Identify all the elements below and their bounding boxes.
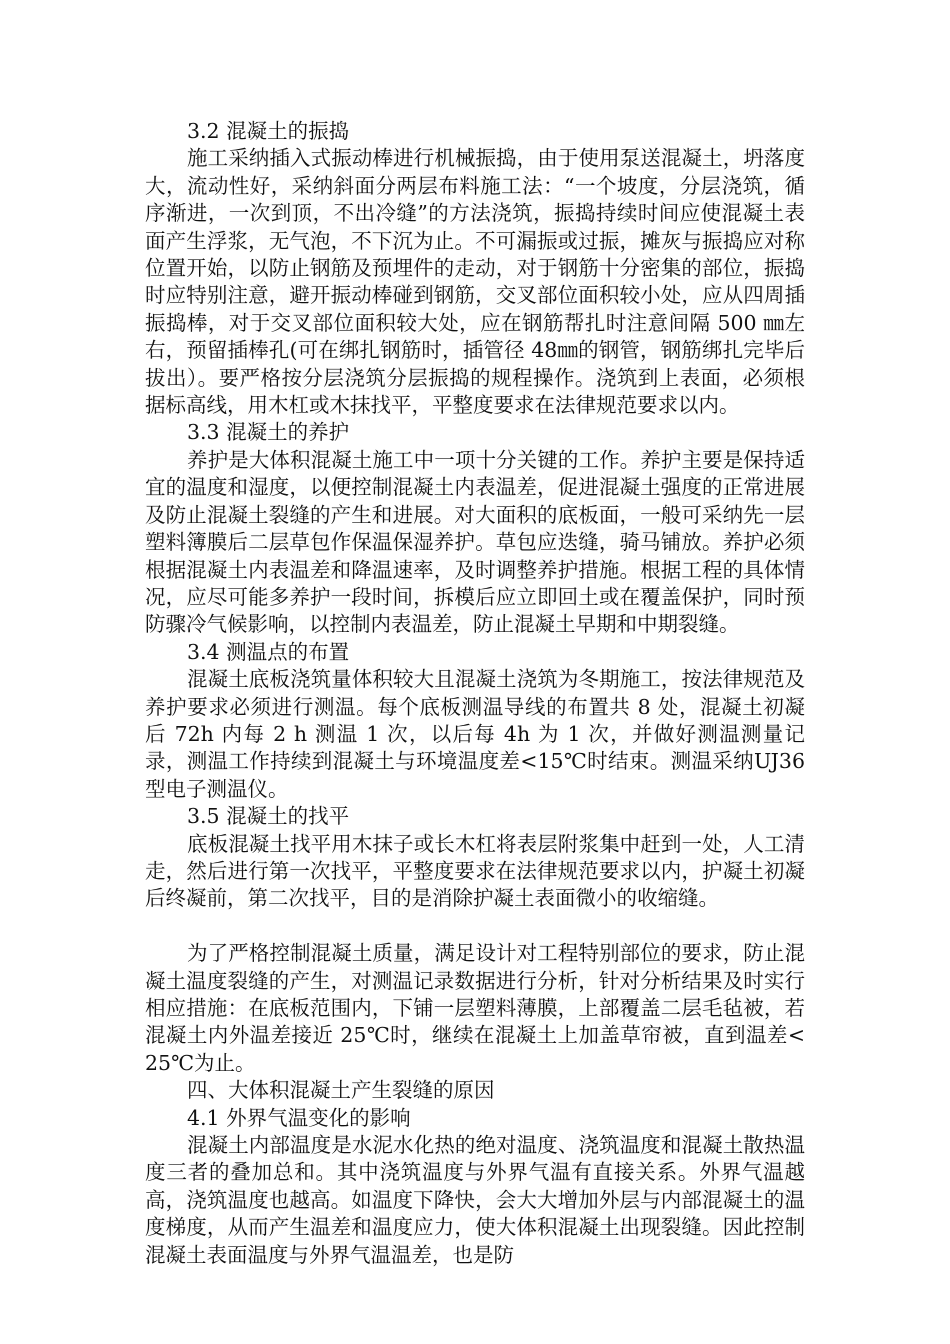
chapter-heading-4: 四、大体积混凝土产生裂缝的原因 (187, 1078, 495, 1103)
section-heading-3-4: 3.4 测温点的布置 (187, 639, 350, 664)
section-heading-4-1: 4.1 外界气温变化的影响 (187, 1105, 411, 1130)
paragraph-curing: 养护是大体积混凝土施工中一项十分关键的工作。养护主要是保持适宜的温度和湿度，以便控制混凝土内表温差，促进混凝土强度的正常进展及防止混凝土裂缝的产生和进展。对大面积的底板面，一般可采纳先一层塑料簿膜后二层草包作保温保湿养护。草包应迭缝，骑马铺放。养护必须根据混凝土内表温差和降温速率，及时调整养护措施。根据工程的具体情况，应尽可能多养护一段时间，拆模后应立即回土或在覆盖保护，同时预防骤冷气候影响，以控制内表温差，防止混凝土早期和中期裂缝。 (145, 447, 805, 637)
blank-line (145, 913, 805, 940)
section-heading-3-5: 3.5 混凝土的找平 (187, 804, 350, 829)
section-heading-3-3: 3.3 混凝土的养护 (187, 420, 350, 445)
document-body (145, 118, 805, 1269)
paragraph-vibration: 施工采纳插入式振动棒进行机械振捣，由于使用泵送混凝土，坍落度大，流动性好，采纳斜面分两层布料施工法：“一个坡度，分层浇筑，循序渐进，一次到顶，不出冷缝”的方法浇筑，振捣持续时间应使混凝土表面产生浮浆，无气泡，不下沉为止。不可漏振或过振，摊灰与振捣应对称位置开始，以防止钢筋及预埋件的走动，对于钢筋十分密集的部位，振捣时应特别注意，避开振动棒碰到钢筋，交叉部位面积较小处，应从四周插振捣棒，对于交叉部位面积较大处，应在钢筋帮扎时注意间隔 500 ㎜左右，预留插棒孔(可在绑扎钢筋时，插管径 48㎜的钢管，钢筋绑扎完毕后拔出）。要严格按分层浇筑分层振捣的规程操作。浇筑到上表面，必须根据标高线，用木杠或木抹找平，平整度要求在法律规范要求以内。 (145, 146, 805, 418)
paragraph-external-temperature: 混凝土内部温度是水泥水化热的绝对温度、浇筑温度和混凝土散热温度三者的叠加总和。其中浇筑温度与外界气温有直接关系。外界气温越高，浇筑温度也越高。如温度下降快，会大大增加外层与内部混凝土的温度梯度，从而产生温差和温度应力，使大体积混凝土出现裂缝。因此控制混凝土表面温度与外界气温温差，也是防 (145, 1133, 805, 1267)
paragraph-temperature-points: 混凝土底板浇筑量体积较大且混凝土浇筑为冬期施工，按法律规范及养护要求必须进行测温。每个底板测温导线的布置共 8 处，混凝土初凝后 72h 内每 2 h 测温 1 次，以后每 4h 为 1 次，并做好测温测量记录，测温工作持续到混凝土与环境温度差<15℃时结束。测温采纳UJ36 型电子测温仪。 (145, 667, 805, 801)
paragraph-leveling: 底板混凝土找平用木抹子或长木杠将表层附浆集中赶到一处，人工清走，然后进行第一次找平，平整度要求在法律规范要求以内，护凝土初凝后终凝前，第二次找平，目的是消除护凝土表面微小的收缩缝。 (145, 831, 805, 911)
paragraph-quality-control: 为了严格控制混凝土质量，满足设计对工程特别部位的要求，防止混凝土温度裂缝的产生，对测温记录数据进行分析，针对分析结果及时实行相应措施：在底板范围内，下铺一层塑料薄膜，上部覆盖二层毛毡被，若混凝土内外温差接近 25℃时，继续在混凝土上加盖草帘被，直到温差< 25℃为止。 (145, 941, 805, 1075)
section-heading-3-2: 3.2 混凝土的振捣 (187, 119, 350, 143)
